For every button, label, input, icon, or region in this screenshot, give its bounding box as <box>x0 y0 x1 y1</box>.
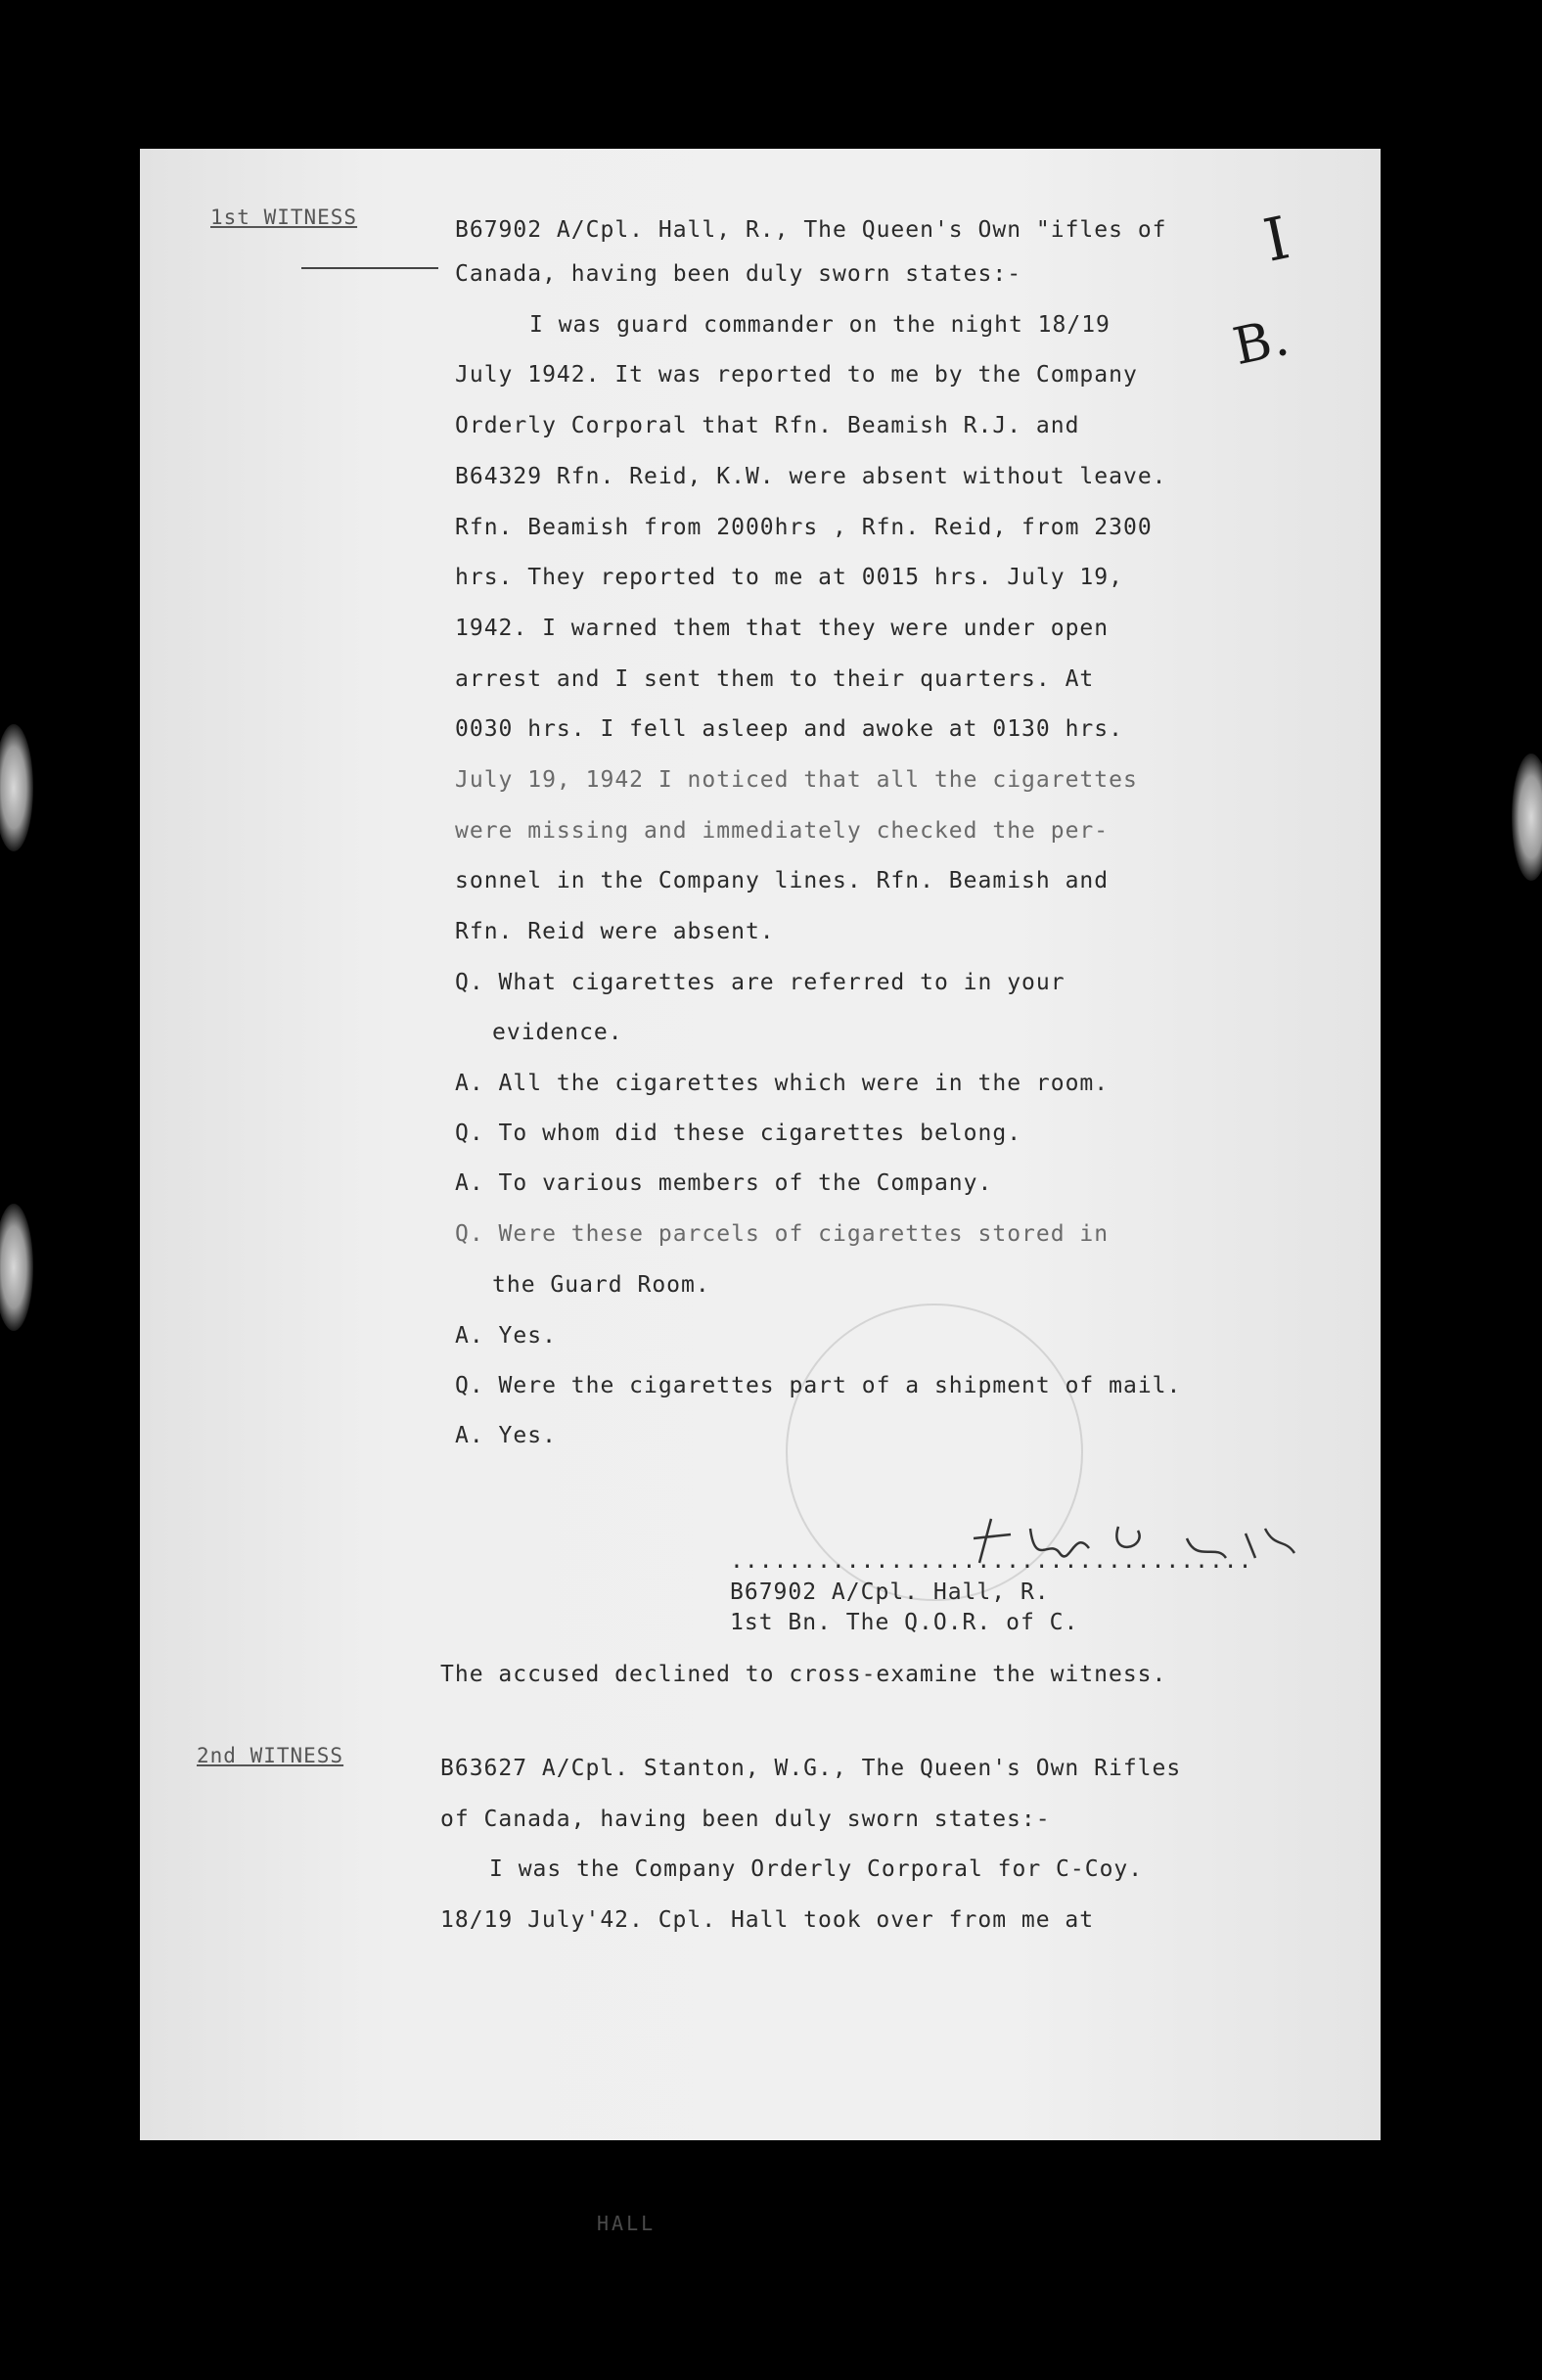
margin-annotation-top: I <box>1257 204 1296 276</box>
film-bottom-mark: HALL <box>597 2212 657 2235</box>
qa-line: Q. Were these parcels of cigarettes stored in <box>455 1221 1110 1247</box>
witness1-line: hrs. They reported to me at 0015 hrs. July 19, <box>455 565 1123 590</box>
witness1-line: were missing and immediately checked the per- <box>455 818 1110 844</box>
signature-block-line: B67902 A/Cpl. Hall, R. <box>730 1579 1050 1605</box>
witness1-line: 0030 hrs. I fell asleep and awoke at 0130 hrs. <box>455 716 1123 742</box>
witness2-line: 18/19 July'42. Cpl. Hall took over from me at <box>440 1907 1095 1933</box>
qa-line: A. To various members of the Company. <box>455 1170 993 1196</box>
film-edge-left-bottom <box>0 1204 33 1331</box>
qa-line: the Guard Room. <box>492 1272 710 1298</box>
witness1-line: arrest and I sent them to their quarters. At <box>455 666 1095 692</box>
signature-dots: .................................... <box>730 1548 1253 1574</box>
qa-line: A. Yes. <box>455 1423 557 1448</box>
witness1-line: B64329 Rfn. Reid, K.W. were absent without leave. <box>455 464 1167 489</box>
film-edge-right <box>1512 754 1542 881</box>
witness1-line: July 19, 1942 I noticed that all the cigarettes <box>455 767 1138 793</box>
witness1-line: Canada, having been duly sworn states:- <box>455 261 1022 287</box>
margin-annotation-bottom: B. <box>1228 307 1295 378</box>
witness2-line: of Canada, having been duly sworn states:- <box>440 1807 1051 1832</box>
qa-line: Q. To whom did these cigarettes belong. <box>455 1121 1022 1146</box>
witness1-line: July 1942. It was reported to me by the Company <box>455 362 1138 388</box>
witness1-line: Orderly Corporal that Rfn. Beamish R.J. and <box>455 413 1080 438</box>
witness1-line: sonnel in the Company lines. Rfn. Beamish and <box>455 868 1110 893</box>
witness1-line: B67902 A/Cpl. Hall, R., The Queen's Own "ifles of <box>455 217 1167 243</box>
declined-statement: The accused declined to cross-examine the witness. <box>440 1662 1167 1687</box>
film-edge-left-top <box>0 724 33 851</box>
witness2-heading: 2nd WITNESS <box>197 1744 344 1767</box>
qa-line: Q. Were the cigarettes part of a shipment of mail. <box>455 1373 1182 1398</box>
witness2-line: I was the Company Orderly Corporal for C-Coy. <box>489 1856 1144 1882</box>
heading-rule <box>301 267 438 269</box>
witness1-line: I was guard commander on the night 18/19 <box>529 312 1111 338</box>
witness2-line: B63627 A/Cpl. Stanton, W.G., The Queen's Own Rifles <box>440 1756 1182 1781</box>
qa-line: A. Yes. <box>455 1323 557 1349</box>
qa-line: A. All the cigarettes which were in the room. <box>455 1071 1110 1096</box>
signature-block-line: 1st Bn. The Q.O.R. of C. <box>730 1610 1079 1635</box>
witness1-heading: 1st WITNESS <box>210 206 358 229</box>
witness1-line: Rfn. Reid were absent. <box>455 919 775 944</box>
qa-line: Q. What cigarettes are referred to in your <box>455 970 1066 995</box>
witness1-line: Rfn. Beamish from 2000hrs , Rfn. Reid, from 2300 <box>455 515 1153 540</box>
witness1-line: 1942. I warned them that they were under open <box>455 616 1110 641</box>
qa-line: evidence. <box>492 1020 623 1045</box>
document-page <box>140 149 1381 2140</box>
